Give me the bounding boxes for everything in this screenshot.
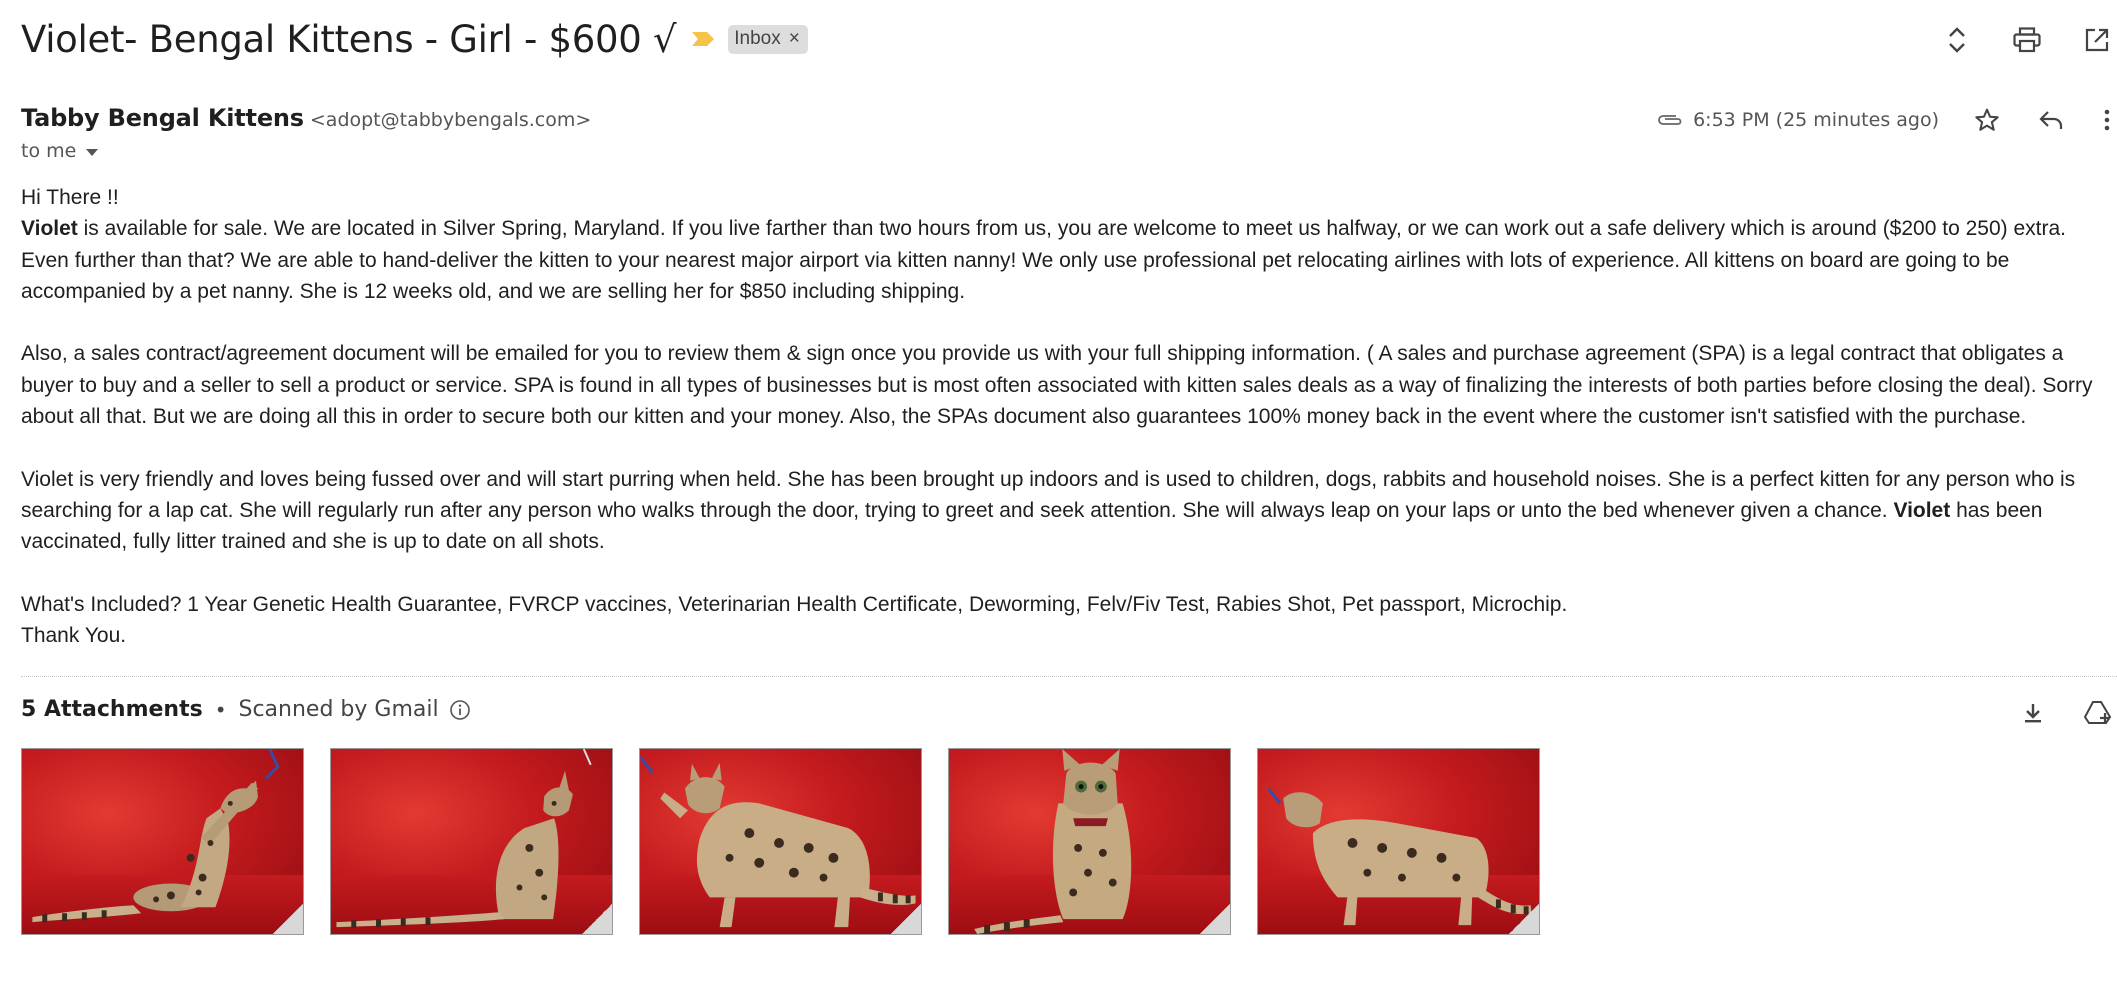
sender-row bbox=[21, 104, 591, 132]
message-body bbox=[21, 182, 2111, 651]
open-new-window-icon[interactable] bbox=[2077, 20, 2117, 60]
body-paragraph-1 bbox=[21, 213, 2111, 307]
attachment-icon bbox=[1655, 105, 1685, 135]
download-all-icon[interactable] bbox=[2015, 695, 2051, 731]
body-paragraph-2: Also, a sales contract/agreement document will be emailed for you to review them & sign once you provide us with your full shipping information. ( A sales and purchase agreement (SPA) is a legal contract that obligates a buyer to buy and a seller to sell a product or service. SPA is found in all types of businesses but is most often associated with kitten sales deals as a way of finalizing the interests of both parties before closing the deal). Sorry about all that. But we are doing all this in order to secure both our kitten and your money. Also, the SPAs document also guarantees 100% money back in the event where the customer isn't satisfied with the purchase. bbox=[21, 342, 2093, 429]
cat-photo-icon bbox=[949, 749, 1230, 934]
sender-email: <adopt@tabbybengals.com> bbox=[309, 109, 592, 131]
attachments-divider bbox=[21, 676, 2117, 677]
star-icon[interactable] bbox=[1969, 102, 2005, 138]
body-paragraph-3 bbox=[21, 464, 2111, 558]
recipients-label: to me bbox=[21, 140, 77, 162]
message-timestamp: 6:53 PM (25 minutes ago) bbox=[1693, 109, 1939, 131]
kitten-name-bold: Violet bbox=[21, 217, 78, 241]
attachments-count: 5 Attachments bbox=[21, 697, 203, 722]
greeting: Hi There !! bbox=[21, 186, 119, 209]
importance-marker-icon[interactable] bbox=[690, 30, 716, 48]
cat-photo-icon bbox=[331, 749, 612, 934]
recipients-toggle[interactable] bbox=[21, 140, 98, 162]
attachment-thumbnail[interactable] bbox=[21, 748, 304, 935]
body-paragraph-3-text-a: Violet is very friendly and loves being fussed over and will start purring when held. She has been brought up indoors and is used to children, dogs, rabbits and household noises. She is a perfect kitten for any person who is searching for a lap cat. She will regularly run after any person who walks through the door, trying to greet and seek attention. She will always leap on your laps or unto the bed whenever given a chance. bbox=[21, 467, 2076, 522]
info-icon[interactable] bbox=[449, 699, 471, 721]
cat-photo-icon bbox=[22, 749, 303, 934]
subject-row bbox=[21, 14, 808, 64]
remove-label-icon[interactable]: × bbox=[788, 28, 800, 49]
body-paragraph-3-text-b: has been vaccinated, fully litter trained and she is up to date on all shots. bbox=[21, 498, 2043, 554]
attachment-thumbnail[interactable] bbox=[948, 748, 1231, 935]
attachment-thumbnail[interactable] bbox=[1257, 748, 1540, 935]
body-paragraph-1-text: is available for sale. We are located in Silver Spring, Maryland. If you live farther than two hours from us, you are welcome to meet us halfway, or we can work out a safe delivery which is around ($200 to 250) extra. Even further than that? We are able to hand-deliver the kitten to your nearest major airport via kitten nanny! We only use professional pet relocating airlines with lots of experience. All kittens on board are going to be accompanied by a pet nanny. She is 12 weeks old, and we are selling her for $850 including shipping. bbox=[21, 217, 2066, 303]
label-chip-text: Inbox bbox=[734, 27, 781, 49]
message-meta bbox=[1655, 102, 2117, 138]
scanned-by-gmail: Scanned by Gmail bbox=[238, 697, 439, 722]
attachment-thumbnails bbox=[21, 748, 1540, 935]
expand-collapse-icon[interactable] bbox=[1937, 20, 1977, 60]
thread-toolbar bbox=[1937, 20, 2117, 60]
chevron-down-icon[interactable] bbox=[86, 149, 98, 156]
cat-photo-icon bbox=[1258, 749, 1539, 934]
label-chip-inbox[interactable] bbox=[728, 25, 808, 54]
body-paragraph-4: What's Included? 1 Year Genetic Health Guarantee, FVRCP vaccines, Veterinarian Health Certificate, Deworming, Felv/Fiv Test, Rabies Shot, Pet passport, Microchip. bbox=[21, 592, 1568, 616]
cat-photo-icon bbox=[640, 749, 921, 934]
email-subject: Violet- Bengal Kittens - Girl - $600 √ bbox=[21, 17, 677, 61]
reply-icon[interactable] bbox=[2033, 102, 2069, 138]
print-icon[interactable] bbox=[2007, 20, 2047, 60]
add-to-drive-icon[interactable] bbox=[2081, 695, 2117, 731]
more-options-icon[interactable] bbox=[2097, 102, 2117, 138]
attachment-thumbnail[interactable] bbox=[330, 748, 613, 935]
kitten-name-bold-2: Violet bbox=[1893, 498, 1951, 522]
attachments-actions bbox=[2015, 695, 2117, 731]
closing: Thank You. bbox=[21, 624, 127, 648]
attachments-header bbox=[21, 697, 471, 722]
attachment-thumbnail[interactable] bbox=[639, 748, 922, 935]
separator-dot: • bbox=[214, 697, 227, 722]
sender-name[interactable]: Tabby Bengal Kittens bbox=[21, 104, 304, 132]
